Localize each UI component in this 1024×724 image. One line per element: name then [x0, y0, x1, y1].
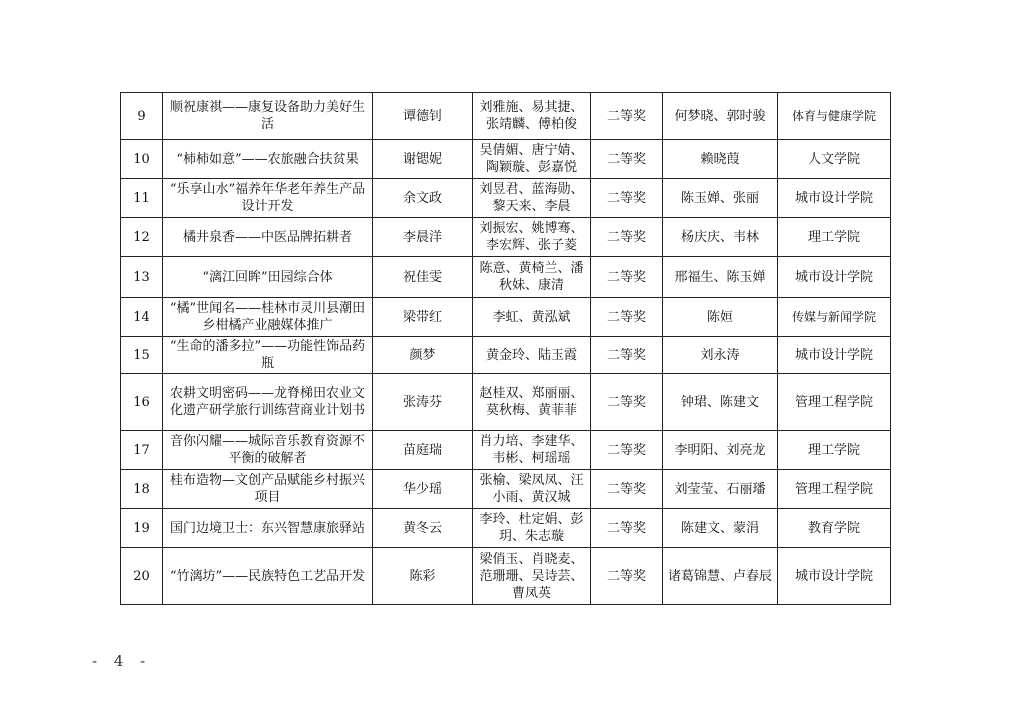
table-body [121, 93, 891, 605]
cell-award: 二等奖 [591, 257, 663, 298]
cell-award: 二等奖 [591, 374, 663, 431]
cell-project: “漓江回眸”田园综合体 [163, 257, 373, 298]
cell-college: 理工学院 [778, 218, 891, 257]
cell-college: 人文学院 [778, 140, 891, 179]
table-row [121, 431, 891, 470]
cell-project: “乐享山水”福养年华老年养生产品设计开发 [163, 179, 373, 218]
table-row [121, 179, 891, 218]
cell-leader: 余文政 [373, 179, 473, 218]
cell-award: 二等奖 [591, 548, 663, 605]
cell-no: 9 [121, 93, 163, 140]
table-row [121, 93, 891, 140]
cell-no: 11 [121, 179, 163, 218]
cell-college: 理工学院 [778, 431, 891, 470]
table-row [121, 298, 891, 337]
cell-no: 12 [121, 218, 163, 257]
cell-project: “橘”世闻名——桂林市灵川县潮田乡柑橘产业融媒体推广 [163, 298, 373, 337]
cell-college: 传媒与新闻学院 [778, 298, 891, 337]
cell-members: 刘昱君、蓝海勋、黎天来、李晨 [473, 179, 591, 218]
cell-college: 城市设计学院 [778, 337, 891, 374]
cell-college: 教育学院 [778, 509, 891, 548]
cell-project: 橘井泉香——中医品牌拓耕者 [163, 218, 373, 257]
cell-advisor: 诸葛锦慧、卢春辰 [663, 548, 778, 605]
cell-leader: 谢锶妮 [373, 140, 473, 179]
cell-college: 城市设计学院 [778, 179, 891, 218]
cell-advisor: 邢福生、陈玉婵 [663, 257, 778, 298]
cell-members: 李玲、杜定娟、彭玥、朱志璇 [473, 509, 591, 548]
cell-members: 李虹、黄泓斌 [473, 298, 591, 337]
cell-no: 14 [121, 298, 163, 337]
cell-project: “生命的潘多拉”——功能性饰品药瓶 [163, 337, 373, 374]
table-row [121, 470, 891, 509]
cell-members: 刘雅施、易其捷、张靖麟、傅柏俊 [473, 93, 591, 140]
cell-advisor: 李明阳、刘亮龙 [663, 431, 778, 470]
cell-no: 19 [121, 509, 163, 548]
cell-project: 桂布造物—文创产品赋能乡村振兴项目 [163, 470, 373, 509]
cell-project: “柿柿如意”——农旅融合扶贫果 [163, 140, 373, 179]
cell-award: 二等奖 [591, 140, 663, 179]
cell-advisor: 赖晓葭 [663, 140, 778, 179]
cell-leader: 祝佳雯 [373, 257, 473, 298]
cell-college: 体育与健康学院 [778, 93, 891, 140]
cell-no: 15 [121, 337, 163, 374]
cell-no: 17 [121, 431, 163, 470]
cell-leader: 陈彩 [373, 548, 473, 605]
cell-leader: 黄冬云 [373, 509, 473, 548]
cell-members: 梁俏玉、肖晓麦、范珊珊、吴诗芸、曹凤英 [473, 548, 591, 605]
cell-leader: 苗庭瑞 [373, 431, 473, 470]
cell-members: 黄金玲、陆玉霞 [473, 337, 591, 374]
cell-advisor: 刘永涛 [663, 337, 778, 374]
cell-project: 顺祝康祺——康复设备助力美好生活 [163, 93, 373, 140]
cell-college: 管理工程学院 [778, 470, 891, 509]
cell-advisor: 何梦晓、郭时骏 [663, 93, 778, 140]
table-row [121, 337, 891, 374]
cell-college: 城市设计学院 [778, 548, 891, 605]
cell-award: 二等奖 [591, 509, 663, 548]
cell-college: 管理工程学院 [778, 374, 891, 431]
page-number: - 4 - [92, 652, 152, 670]
cell-project: “竹漓坊”——民族特色工艺品开发 [163, 548, 373, 605]
cell-award: 二等奖 [591, 431, 663, 470]
cell-leader: 李晨洋 [373, 218, 473, 257]
cell-leader: 华少瑶 [373, 470, 473, 509]
cell-advisor: 刘莹莹、石丽璠 [663, 470, 778, 509]
table-row [121, 509, 891, 548]
table-row [121, 140, 891, 179]
cell-no: 10 [121, 140, 163, 179]
cell-award: 二等奖 [591, 218, 663, 257]
cell-project: 国门边境卫士：东兴智慧康旅驿站 [163, 509, 373, 548]
cell-no: 16 [121, 374, 163, 431]
cell-advisor: 杨庆庆、韦林 [663, 218, 778, 257]
cell-award: 二等奖 [591, 179, 663, 218]
table-row [121, 374, 891, 431]
table-row [121, 218, 891, 257]
awards-table [120, 92, 891, 605]
cell-leader: 梁带红 [373, 298, 473, 337]
cell-award: 二等奖 [591, 337, 663, 374]
cell-leader: 张涛芬 [373, 374, 473, 431]
cell-no: 18 [121, 470, 163, 509]
cell-advisor: 陈建文、蒙涓 [663, 509, 778, 548]
cell-members: 吴倩媚、唐宁婧、陶颖璇、彭嘉悦 [473, 140, 591, 179]
table-row [121, 257, 891, 298]
table-row [121, 548, 891, 605]
cell-members: 陈意、黄椅兰、潘秋妹、康清 [473, 257, 591, 298]
cell-college: 城市设计学院 [778, 257, 891, 298]
cell-advisor: 陈玉婵、张丽 [663, 179, 778, 218]
cell-leader: 谭德钊 [373, 93, 473, 140]
cell-members: 赵桂双、郑丽丽、莫秋梅、黄菲菲 [473, 374, 591, 431]
cell-project: 音你闪耀——城际音乐教育资源不平衡的破解者 [163, 431, 373, 470]
cell-award: 二等奖 [591, 298, 663, 337]
cell-no: 13 [121, 257, 163, 298]
cell-advisor: 钟珺、陈建文 [663, 374, 778, 431]
cell-leader: 颜梦 [373, 337, 473, 374]
cell-project: 农耕文明密码——龙脊梯田农业文化遗产研学旅行训练营商业计划书 [163, 374, 373, 431]
cell-no: 20 [121, 548, 163, 605]
cell-advisor: 陈姮 [663, 298, 778, 337]
cell-award: 二等奖 [591, 470, 663, 509]
cell-members: 肖力培、李建华、韦彬、柯瑶瑶 [473, 431, 591, 470]
cell-members: 张榆、梁凤凤、汪小雨、黄汉城 [473, 470, 591, 509]
cell-award: 二等奖 [591, 93, 663, 140]
cell-members: 刘振宏、姚博骞、李宏辉、张子菱 [473, 218, 591, 257]
